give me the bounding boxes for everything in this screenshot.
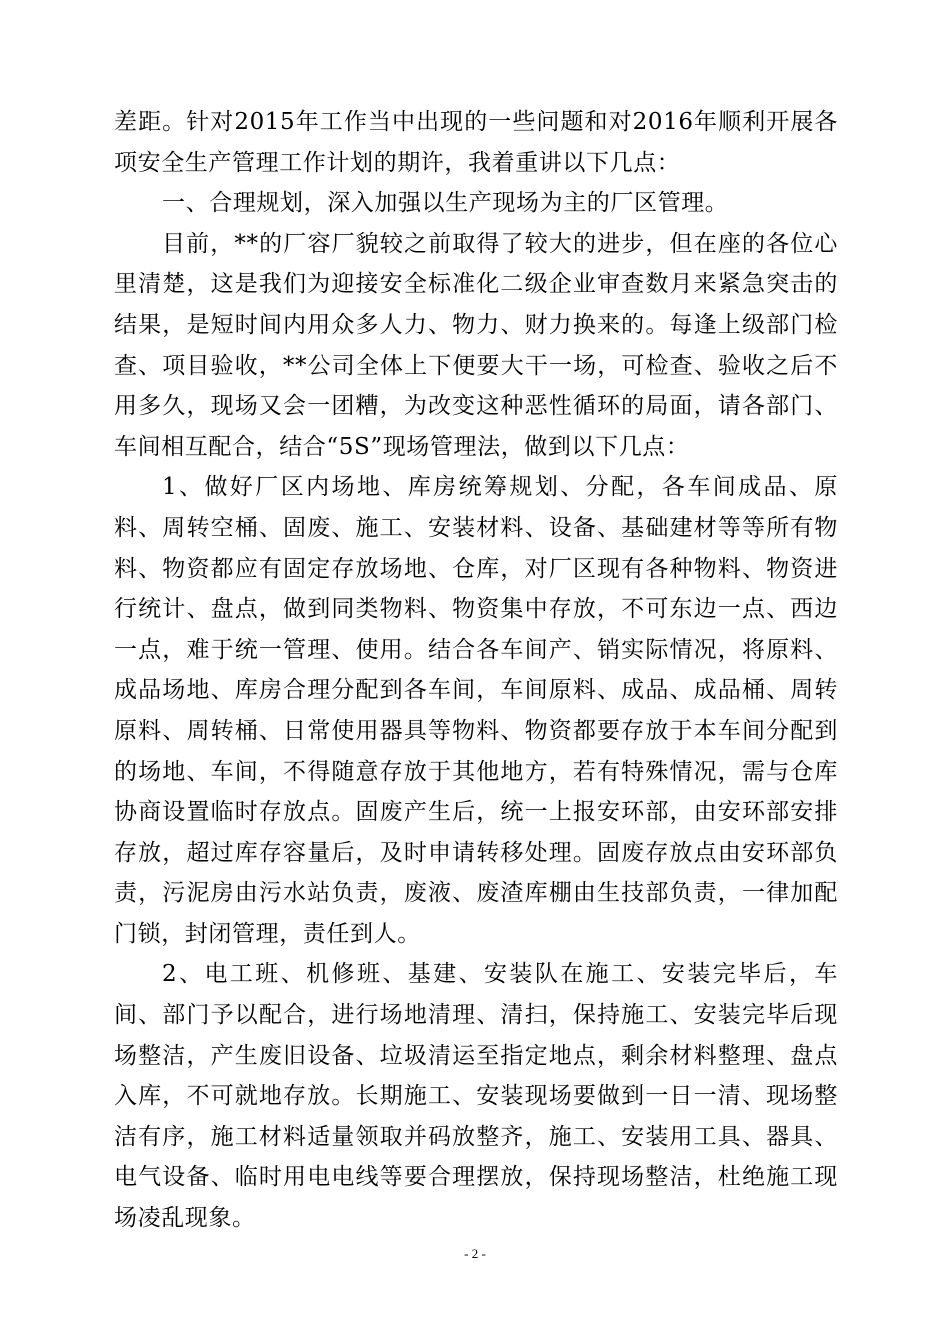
paragraph-point-1: 1、做好厂区内场地、库房统筹规划、分配，各车间成品、原料、周转空桶、固废、施工、安装材料、设备、基础建材等等所有物料、物资都应有固定存放场地、仓库，对厂区现有各种物料、物资进行统计、盘点，做到同类物料、物资集中存放，不可东边一点、西边一点，难于统一管理、使用。结合各车间产、销实际情况，将原料、成品场地、库房合理分配到各车间，车间原料、成品、成品桶、周转原料、周转桶、日常使用器具等物料、物资都要存放于本车间分配到的场地、车间，不得随意存放于其他地方，若有特殊情况，需与仓库协商设置临时存放点。固废产生后，统一上报安环部，由安环部安排存放，超过库存容量后，及时申请转移处理。固废存放点由安环部负责，污泥房由污水站负责，废液、废渣库棚由生技部负责，一律加配门锁，封闭管理，责任到人。 [114, 474, 838, 947]
page-number: - 2 - [464, 1246, 486, 1261]
paragraph-continuation: 差距。针对2015年工作当中出现的一些问题和对2016年顺利开展各项安全生产管理工作计划的期许，我着重讲以下几点： [114, 109, 838, 176]
paragraph-point-2: 2、电工班、机修班、基建、安装队在施工、安装完毕后，车间、部门予以配合，进行场地清理、清扫，保持施工、安装完毕后现场整洁，产生废旧设备、垃圾清运至指定地点，剩余材料整理、盘点入库，不可就地存放。长期施工、安装现场要做到一日一清、现场整洁有序，施工材料适量领取并码放整齐，施工、安装用工具、器具、电气设备、临时用电电线等要合理摆放，保持现场整洁，杜绝施工现场凌乱现象。 [114, 961, 838, 1232]
document-body [114, 102, 838, 1239]
section-heading-1: 一、合理规划，深入加强以生产现场为主的厂区管理。 [162, 190, 729, 217]
paragraph-current-status: 目前，**的厂容厂貌较之前取得了较大的进步，但在座的各位心里清楚，这是我们为迎接安全标准化二级企业审查数月来紧急突击的结果，是短时间内用众多人力、物力、财力换来的。每逢上级部门检查、项目验收，**公司全体上下便要大干一场，可检查、验收之后不用多久，现场又会一团糟，为改变这种恶性循环的局面，请各部门、车间相互配合，结合“5S”现场管理法，做到以下几点： [114, 230, 838, 460]
